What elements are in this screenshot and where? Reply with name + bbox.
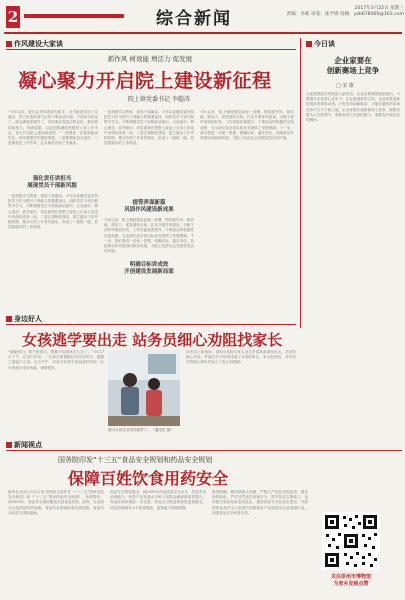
feature-headline: 女孩逃学要出走 站务员细心劝阻找家长 (22, 331, 283, 349)
policy-text-col3: 规划明确，要加强源头治理，严格生产经营过程监管，强化抽样检验，严厉处罚违法违规行为，提升技术支撑能力，加快建立职业化检查员队伍，推进食品安全信息化建设，开展国家食品安全示范城市创建和农产品质量安全县创建行动，加强食品安全科普宣传。 (212, 490, 308, 515)
section-local: 身边好人 (6, 314, 42, 324)
section-rule (6, 450, 402, 451)
masthead (0, 0, 405, 36)
lead-text-col2b: 今年以来，院上镇按照县委统一部署，围绕抓作风、树效能、增活力、促发展的目标，扎实开展作风建设，全镇干部作风明显好转，工作效能显著提升，干事创业的积极性空前高涨，为全面完成各项目标任务提供了坚强保障。下一步，我们将进一步统一思想、明确目标、落实责任，持续推动作风建设向纵深发展，为院上经济社会发展营造良好环境。 (104, 218, 194, 254)
section-today: 今日谈 (306, 39, 335, 49)
section-rule (6, 49, 296, 50)
policy-headline: 保障百姓饮食用药安全 (68, 469, 229, 488)
section-focus: 作风建设大家谈 (6, 39, 63, 49)
lead-text-col2: 一是加强学习教育，提高干部素质。今年以来镇党委坚持把学习作为提升干部能力的重要途径，组织党员干部开展集中学习，不断增强党员干部的政治意识、大局意识、核心意识、看齐意识，切实做到在思想上政治上行动上同党中央保持高度一致。二是完善制度建设，建立健全工作考核机制，推动各项工作有效落实，形成了一级抓一级、层层抓落实的工作格局。 (104, 110, 194, 146)
feature-photo-image (108, 350, 180, 426)
masthead-meta (262, 6, 404, 18)
section-marker-icon (6, 316, 12, 322)
lead-text-col1b: 一是加强学习教育，提高干部素质。今年以来镇党委坚持把学习作为提升干部能力的重要途径，组织党员干部开展集中学习，不断增强党员干部的政治意识、大局意识、核心意识、看齐意识，切实做到在思想上政治上行动上同党中央保持高度一致。二是完善制度建设，建立健全工作考核机制，推动各项工作有效落实，形成了一级抓一级、层层抓落实的工作格局。 (8, 194, 98, 230)
qr-code-icon (322, 512, 380, 570)
qr-caption: 关注原州市博物馆 为家乡发展点赞 (330, 574, 371, 587)
lead-headline: 凝心聚力开启院上建设新征程 (18, 70, 272, 92)
feature-text-col1: “谢谢你们，要不是你们，我都不知道该怎么办了。”3月17日下午，在县汽车站，一位家长紧紧握住站务员的手，感激之情溢于言表。当天中午，站务员在候车室巡查时发现一名女孩独自坐在角落，神情慌张。 (8, 350, 104, 370)
masthead-date: 2017年3月22日 星期三 (354, 6, 404, 11)
section-marker-icon (6, 442, 12, 448)
feature-photo (108, 350, 180, 426)
section-news: 新闻视点 (6, 440, 42, 450)
lead-text-col3: 今年以来，院上镇按照县委统一部署，围绕抓作风、树效能、增活力、促发展的目标，扎实开展作风建设，全镇干部作风明显好转，工作效能显著提升，干事创业的积极性空前高涨，为全面完成各项目标任务提供了坚强保障。下一步，我们将进一步统一思想、明确目标、落实责任，持续推动作风建设向纵深发展，为院上经济社会发展营造良好环境。 (200, 110, 294, 141)
section-title: 综合新闻 (156, 9, 232, 29)
qr-code (322, 512, 380, 570)
today-text: 当前我国经济发展进入新常态，企业家要增强创新意识，不断提升企业核心竞争力。企业是创新的主体，企业家是创新的组织者和推动者。只有坚持创新驱动，才能在激烈的市场竞争中立于不败之地。企业家要在创新赛场上竞争，需要有敢为人先的勇气，需要有持之以恒的毅力，需要有开放包容的胸怀。 (306, 92, 400, 123)
page-number: 2 (7, 8, 19, 26)
policy-kicker: 国务院印发“十三五”食品安全规划和药品安全规划 (58, 456, 213, 464)
lead-subhead-a: 强化责任讲担当 展现党员干部新风貌 (27, 176, 77, 189)
lead-kicker: 抓作风 树效能 增活力 促发展 (107, 55, 193, 63)
policy-text-col2: 药品安全规划提出，到2020年药品质量安全水平、药品安全治理能力、医药产业发展水平和人民群众满意度明显提升。药品标准体系进一步完善，药品全过程监管制度更加健全，执业药师服务水平显著提高，监管能力持续增强。 (110, 490, 206, 510)
today-author: □ 宋 旗 (336, 83, 354, 89)
masthead-rule (24, 14, 124, 18)
section-marker-icon (306, 41, 312, 47)
lead-subhead-c: 明确目标讲成效 开创建设发展新局面 (108, 262, 190, 276)
policy-text-col1: 新华社北京2月21日电 国务院日前印发《“十三五”国家食品安全规划》和《“十三五”国家药品安全规划》。规划提出，到2020年，食品安全抽检覆盖全部食品类别、品种，农业源头污染得到有效治理，食品安全现场检查全面加强，食品安全标准与国际接轨。 (8, 490, 104, 515)
masthead-credits: 责编：李莉 审签：张学锋 投稿：yzb678000@163.com (286, 12, 404, 17)
feature-photo-caption: 图为女孩在站务员陪护下。（通讯员 摄） (108, 428, 174, 432)
masthead-line (4, 32, 402, 34)
feature-text-col2: 站务员上前询问，得知女孩因与家人发生矛盾准备离家出走。站务员耐心劝说，并通过多方联系找到了女孩的家长。家长赶到后，对站务员的细心和负责表示了衷心的感谢。 (186, 350, 296, 365)
today-headline: 企业家要在 创新赛场上竞争 (326, 56, 380, 75)
lead-text-col1: “今年以来，我们以作风建设为抓手，全力推进各项工作落实，努力营造风清气正的干事创业环境。干部作风转变了，群众满意度提升了，各项事业发展态势良好，我们要持续发力，巩固成果，以更加饱满的热情投入到工作中去，奋力开启院上建设新征程。”一是要进一步提高政治站位，切实增强责任感使命感，二是要强化担当意识，三是要改进工作作风，扎实推进各项工作落实。 (8, 110, 98, 146)
lead-subhead-b: 提管养谋新篇 巩固作风建设新成果 (124, 200, 174, 213)
column-divider (300, 38, 301, 328)
section-rule (6, 324, 296, 325)
section-marker-icon (6, 41, 12, 47)
lead-byline: 院上镇党委书记 李超涛 (128, 96, 190, 103)
